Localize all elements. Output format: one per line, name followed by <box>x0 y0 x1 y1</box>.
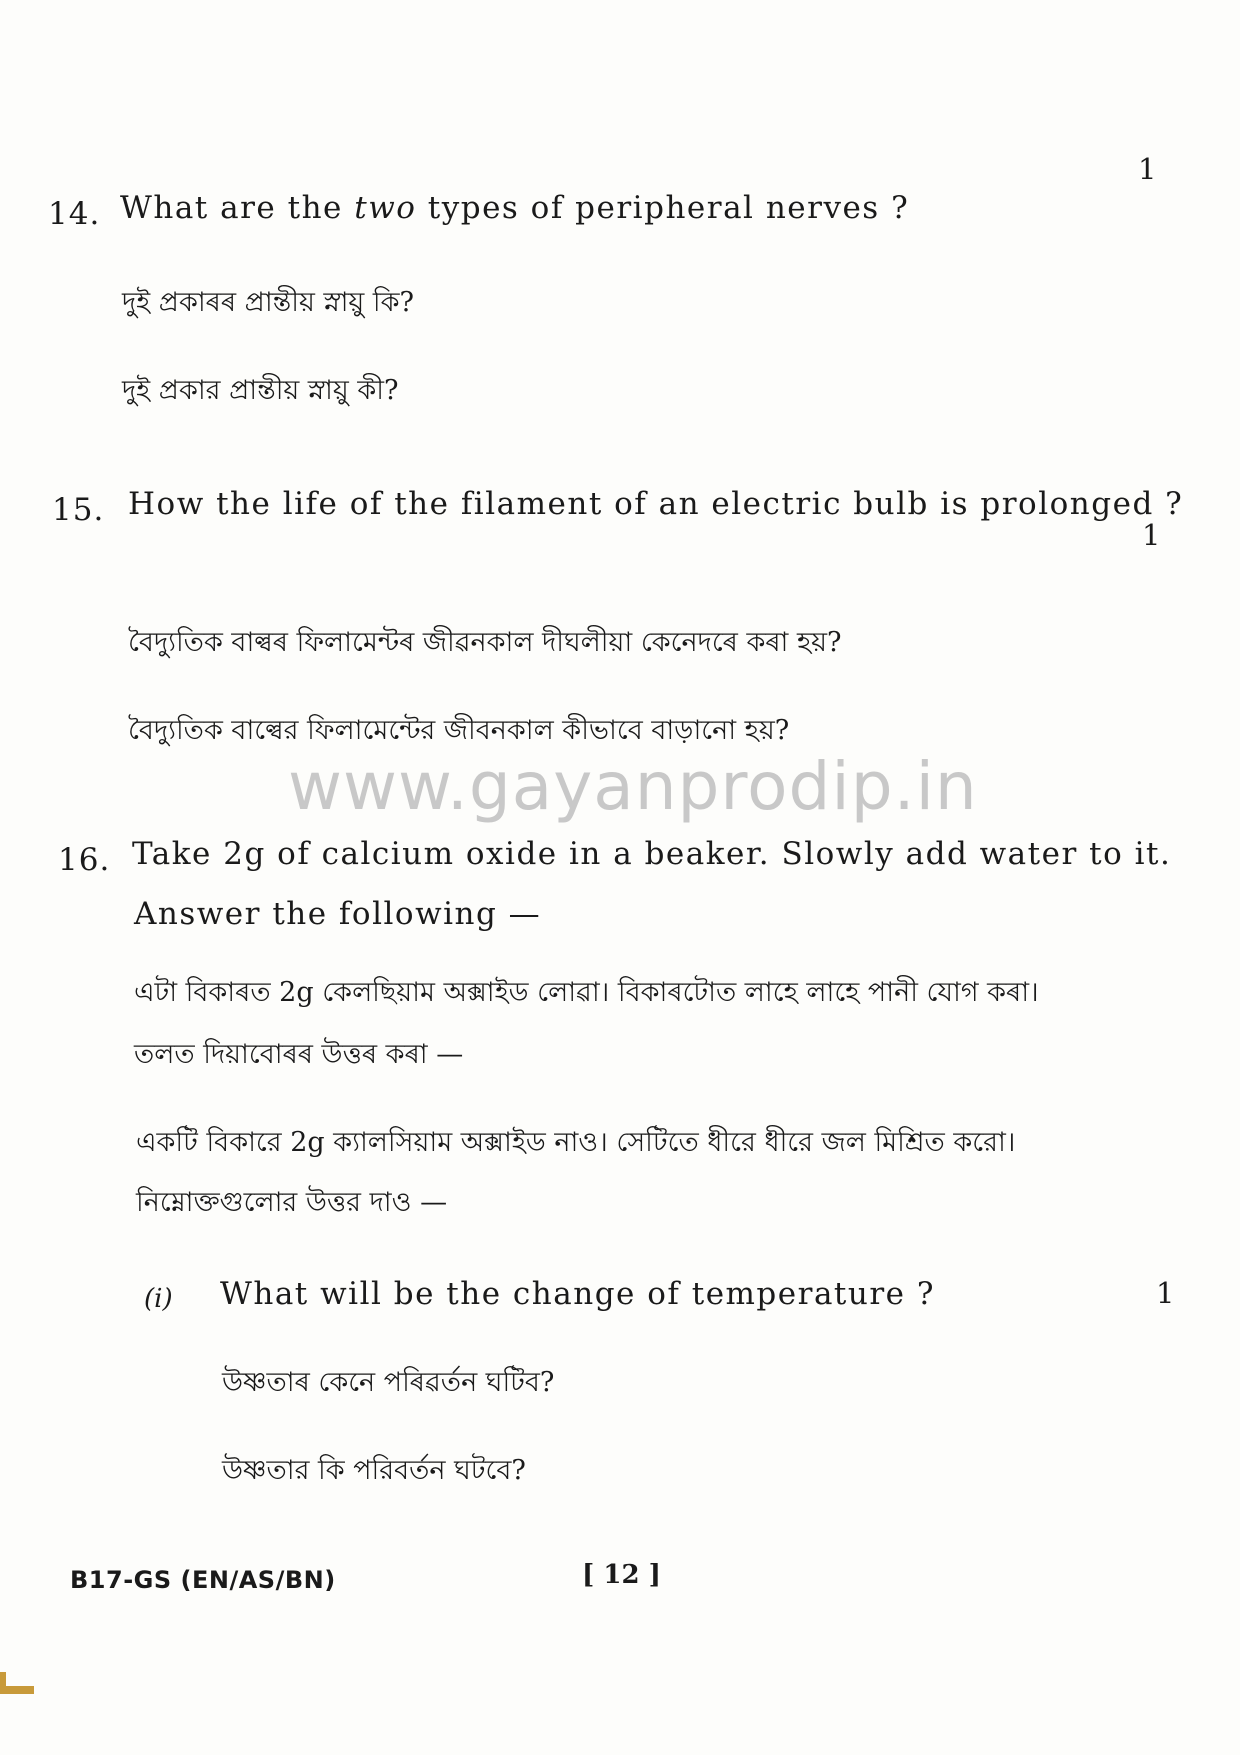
q15-assamese: বৈদ্যুতিক বাল্বৰ ফিলামেন্টৰ জীৱনকাল দীঘলীয়া কেনেদৰে কৰা হয়? <box>128 627 842 658</box>
q14-english: What are the two types of peripheral nerves ? <box>120 190 910 226</box>
q16-sub-i-marks: 1 <box>1156 1276 1175 1310</box>
q16-sub-i-assamese: উষ্ণতাৰ কেনে পৰিৱৰ্তন ঘটিব? <box>222 1367 555 1398</box>
q16-sub-i-number: (i) <box>144 1284 173 1314</box>
q16-bengali-line2: নিম্নোক্তগুলোর উত্তর দাও — <box>136 1187 448 1218</box>
watermark: www.gayanprodip.in <box>288 748 978 825</box>
q16-assamese-line1: এটা বিকাৰত 2g কেলছিয়াম অক্সাইড লোৱা। বিকাৰটোত লাহে লাহে পানী যোগ কৰা। <box>134 977 1039 1008</box>
q16-assamese-line2: তলত দিয়াবোৰৰ উত্তৰ কৰা — <box>134 1039 464 1070</box>
page-number: [ 12 ] <box>582 1560 661 1590</box>
q16-number: 16. <box>58 842 111 878</box>
q14-bengali: দুই প্রকার প্রান্তীয় স্নায়ু কী? <box>122 375 399 406</box>
q16-english-line1: Take 2g of calcium oxide in a beaker. Slowly add water to it. <box>132 836 1172 872</box>
q16-bengali-line1: একটি বিকারে 2g ক্যালসিয়াম অক্সাইড নাও। সেটিতে ধীরে ধীরে জল মিশ্রিত করো। <box>136 1127 1016 1158</box>
q15-marks: 1 <box>1142 518 1161 552</box>
q16-english-line2: Answer the following — <box>134 896 542 932</box>
q16-sub-i-english: What will be the change of temperature ? <box>220 1276 935 1312</box>
q15-english: How the life of the filament of an electric bulb is prolonged ? <box>128 486 1184 522</box>
scan-corner-mark <box>0 1672 34 1694</box>
q16-sub-i-bengali: উষ্ণতার কি পরিবর্তন ঘটবে? <box>222 1455 526 1486</box>
q15-number: 15. <box>52 492 105 528</box>
q15-bengali: বৈদ্যুতিক বাল্বের ফিলামেন্টের জীবনকাল কীভাবে বাড়ানো হয়? <box>128 715 790 746</box>
q14-number: 14. <box>48 196 101 232</box>
q14-marks: 1 <box>1138 152 1157 186</box>
q14-assamese: দুই প্ৰকাৰৰ প্ৰান্তীয় স্নায়ু কি? <box>122 287 414 318</box>
paper-code: B17-GS (EN/AS/BN) <box>70 1566 336 1594</box>
